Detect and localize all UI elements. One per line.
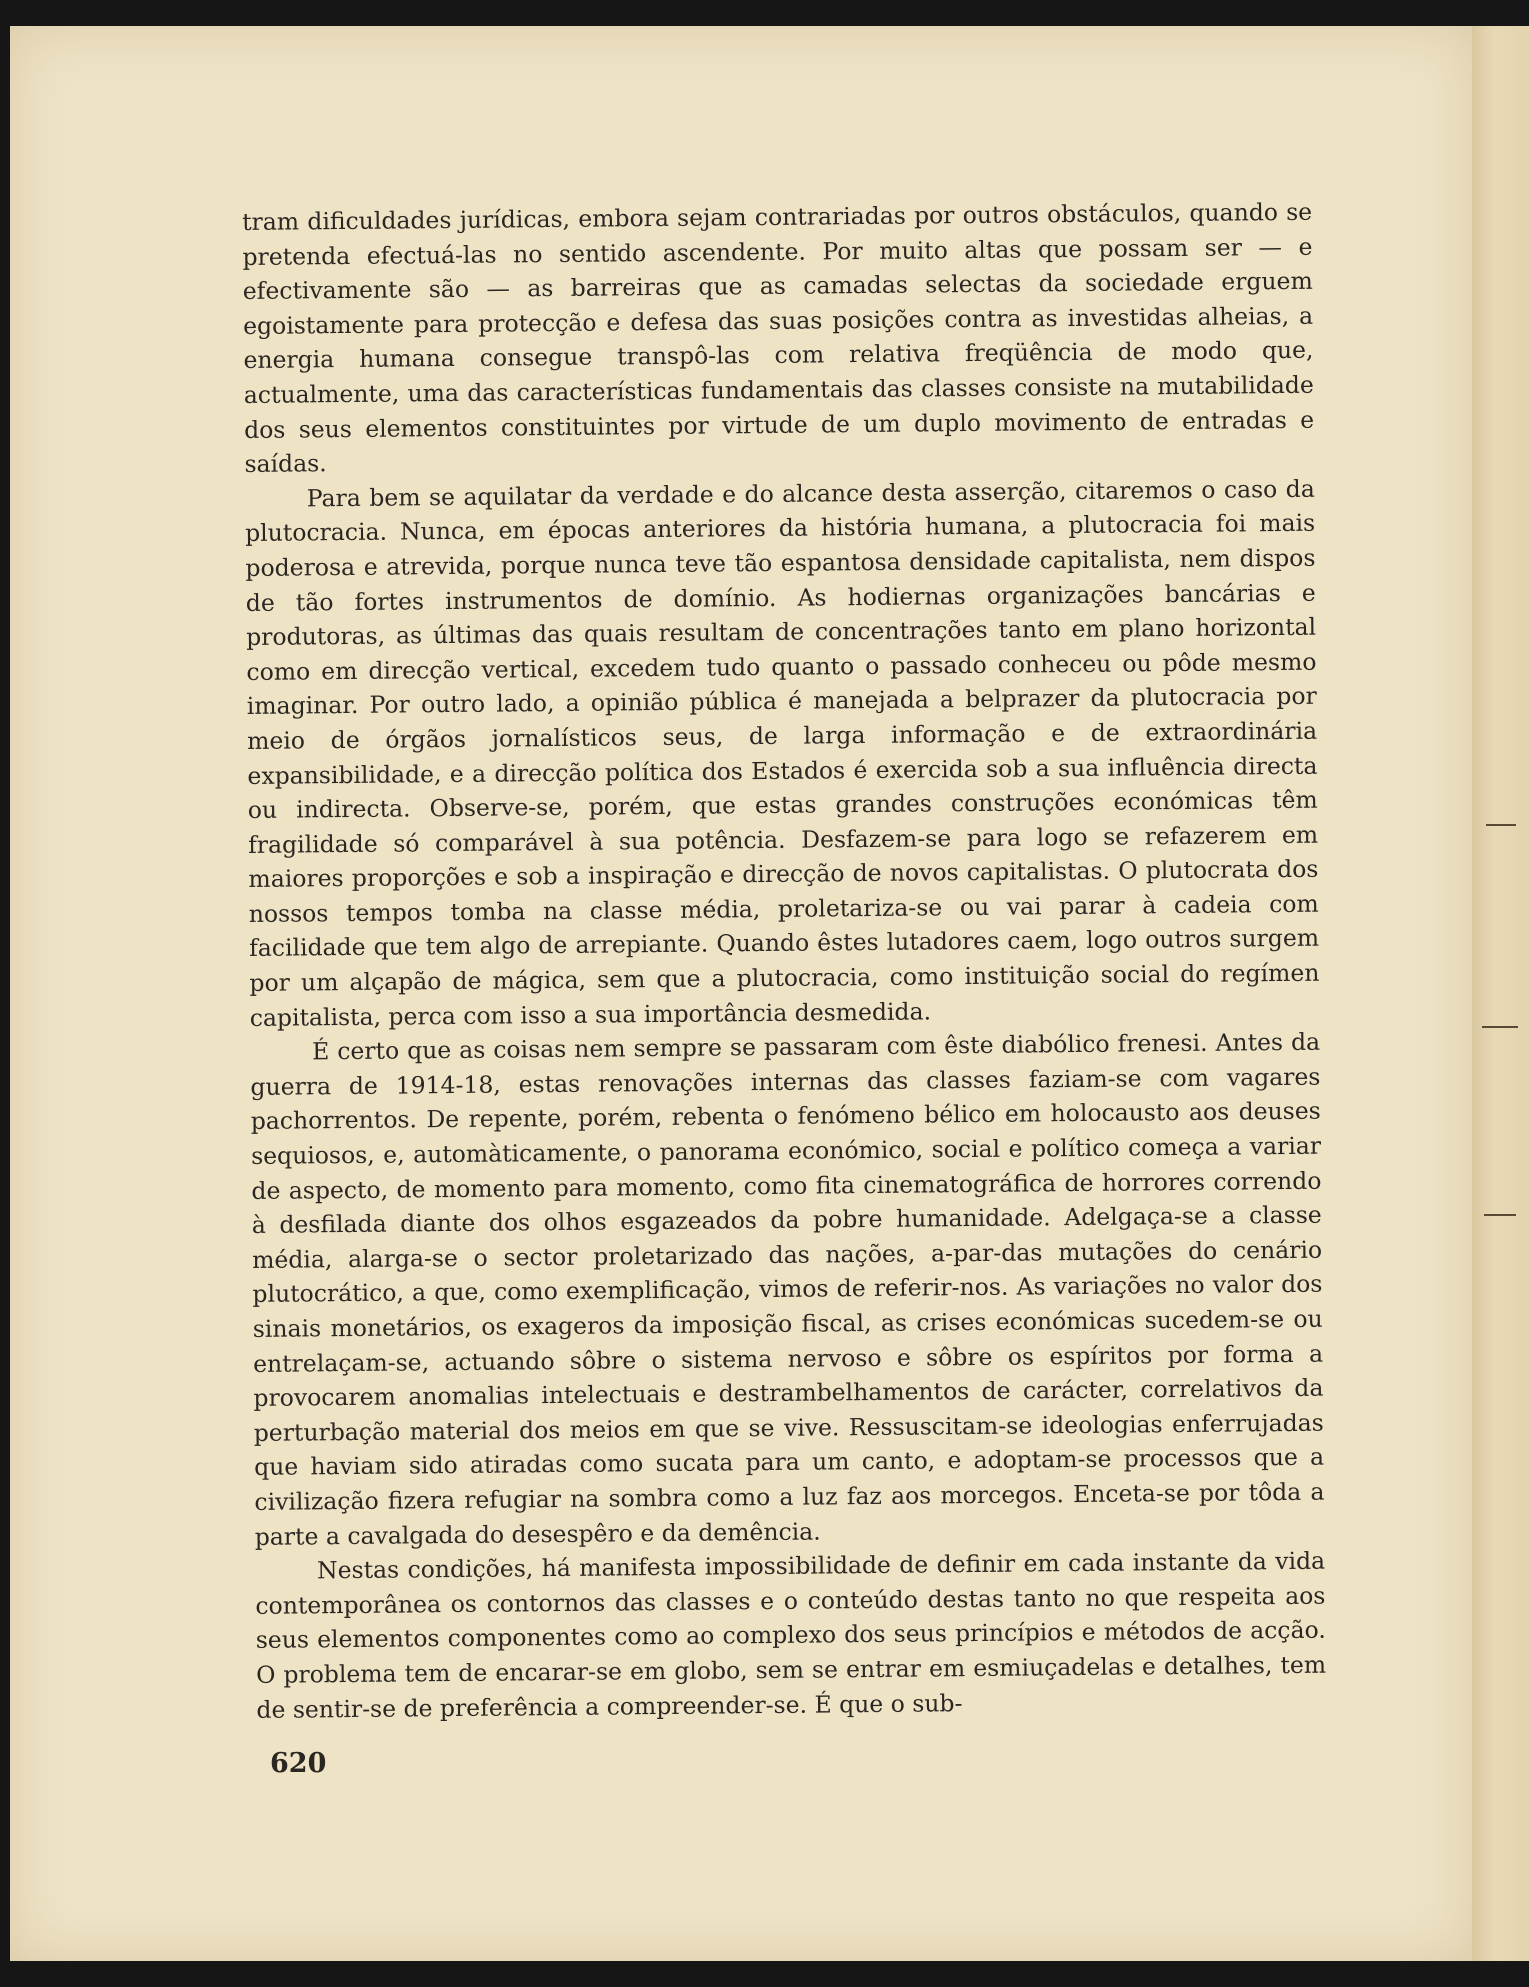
next-page-edge xyxy=(1472,26,1529,1961)
paragraph: Nestas condições, há manifesta impossibilidade de definir em cada instante da vida contemporânea os contornos das classes e o conteúdo destas tanto no que respeita aos seus elementos componentes como ao complexo dos seus princípios e métodos de acção. O problema tem de encarar-se em globo, sem se entrar em esmiuçadelas e detalhes, tem de sentir-se de preferência a compreender-se. É que o sub- xyxy=(255,1546,1327,1724)
paragraph: tram dificuldades jurídicas, embora sejam contrariadas por outros obstáculos, quando se pretenda efectuá-las no sentido ascendente. Por muito altas que possam ser — e efectivamente são — as barreiras que as camadas selectas da sociedade erguem egoistamente para protecção e defesa das suas posições contra as investidas alheias, a energia humana consegue transpô-las com relativa freqüência de modo que, actualmente, uma das características fundamentais das classes consiste na mutabilidade dos seus elementos constituintes por virtude de um duplo movimento de entradas e saídas. xyxy=(242,197,1315,479)
edge-mark xyxy=(1486,824,1516,826)
edge-mark xyxy=(1482,1026,1518,1028)
body-text xyxy=(242,195,1327,1727)
paragraph: É certo que as coisas nem sempre se passaram com êste diabólico frenesi. Antes da guerra de 1914-18, estas renovações internas das classes faziam-se com vagares pachorrentos. De repente, porém, rebenta o fenómeno bélico em holocausto aos deuses sequiosos, e, automàticamente, o panorama económico, social e político começa a variar de aspecto, de momento para momento, como fita cinematográfica de horrores correndo à desfilada diante dos olhos esgazeados da pobre humanidade. Adelgaça-se a classe média, alarga-se o sector proletarizado das nações, a-par-das mutações do cenário plutocrático, a que, como exemplificação, vimos de referir-nos. As variações no valor dos sinais monetários, os exageros da imposição fiscal, as crises económicas sucedem-se ou entrelaçam-se, actuando sôbre o sistema nervoso e sôbre os espíritos por forma a provocarem anomalias intelectuais e destrambelhamentos de carácter, correlativos da perturbação material dos meios em que se vive. Ressuscitam-se ideologias enferrujadas que haviam sido atiradas como sucata para um canto, e adoptam-se processos que a civilização fizera refugiar na sombra como a luz faz aos morcegos. Enceta-se por tôda a parte a cavalgada do desespêro e da demência. xyxy=(250,1027,1325,1551)
paragraph: Para bem se aquilatar da verdade e do alcance desta asserção, citaremos o caso da plutocracia. Nunca, em épocas anteriores da história humana, a plutocracia foi mais poderosa e atrevida, porque nunca teve tão espantosa densidade capitalista, nem dispos de tão fortes instrumentos de domínio. As hodiernas organizações bancárias e produtoras, as últimas das quais resultam de concentrações tanto em plano horizontal como em direcção vertical, excedem tudo quanto o passado conheceu ou pôde mesmo imaginar. Por outro lado, a opinião pública é manejada a belprazer da plutocracia por meio de órgãos jornalísticos seus, de larga informação e de extraordinária expansibilidade, e a direcção política dos Estados é exercida sob a sua influência directa ou indirecta. Observe-se, porém, que estas grandes construções económicas têm fragilidade só comparável à sua potência. Desfazem-se para logo se refazerem em maiores proporções e sob a inspiração e direcção de novos capitalistas. O plutocrata dos nossos tempos tomba na classe média, proletariza-se ou vai parar à cadeia com facilidade que tem algo de arrepiante. Quando êstes lutadores caem, logo outros surgem por um alçapão de mágica, sem que a plutocracia, como instituição social do regímen capitalista, perca com isso a sua importância desmedida. xyxy=(245,474,1320,1032)
page-number: 620 xyxy=(270,1748,327,1779)
edge-mark xyxy=(1484,1214,1516,1216)
